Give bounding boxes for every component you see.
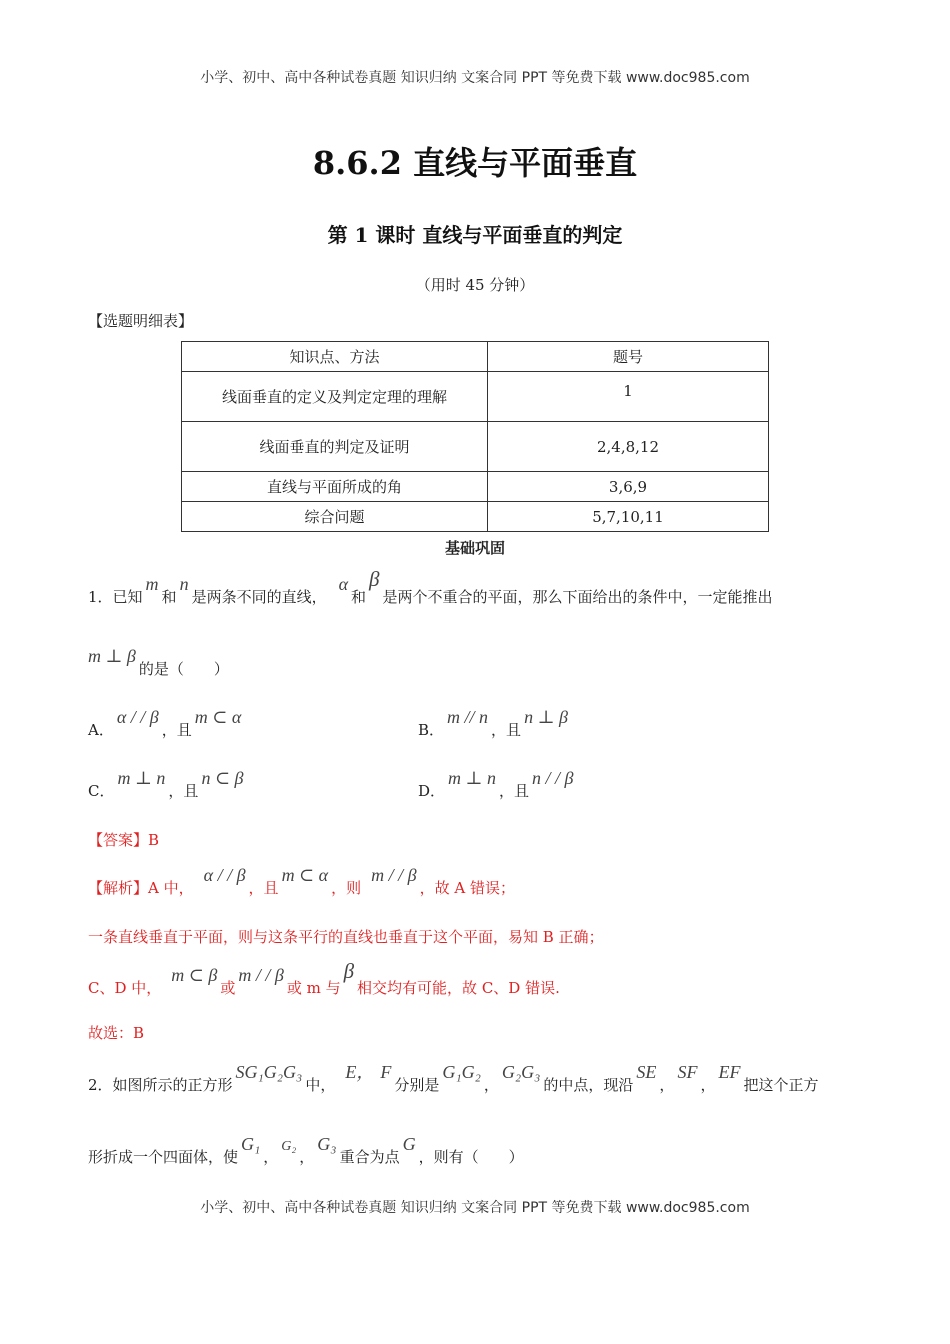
text: ， bbox=[263, 1148, 279, 1166]
table-cell: 3,6,9 bbox=[488, 472, 769, 502]
math: m ⊂ α bbox=[194, 707, 242, 727]
math: G₁G₂ bbox=[442, 1062, 481, 1082]
math: F bbox=[380, 1062, 392, 1082]
math: m ⊥ n bbox=[448, 768, 496, 788]
text: ，且 bbox=[491, 721, 522, 739]
option-a[interactable] bbox=[88, 707, 244, 740]
text: 和 bbox=[351, 588, 367, 606]
final-answer: 故选：B bbox=[88, 1024, 145, 1042]
option-c[interactable] bbox=[88, 768, 246, 801]
text: ，且 bbox=[498, 782, 529, 800]
text: ，且 bbox=[168, 782, 199, 800]
option-label: C． bbox=[88, 782, 115, 800]
text: ，则有（ ） bbox=[418, 1148, 524, 1166]
text: ， bbox=[700, 1076, 716, 1094]
math: E， bbox=[345, 1062, 375, 1082]
text: 形折成一个四面体，使 bbox=[88, 1148, 239, 1166]
math: m / / β bbox=[371, 865, 417, 885]
math: α bbox=[338, 574, 349, 594]
question-1-line-1 bbox=[88, 567, 773, 608]
text: 或 bbox=[220, 979, 236, 997]
table-cell: 线面垂直的定义及判定定理的理解 bbox=[182, 372, 488, 422]
math: G bbox=[402, 1134, 416, 1154]
page-footer: 小学、初中、高中各种试卷真题 知识归纳 文案合同 PPT 等免费下载 www.doc985.com bbox=[200, 1200, 750, 1216]
table-label: 【选题明细表】 bbox=[88, 312, 194, 330]
math: n ⊥ β bbox=[524, 707, 568, 727]
math: n / / β bbox=[531, 768, 574, 788]
option-d[interactable] bbox=[418, 768, 576, 801]
question-1-line-2 bbox=[88, 646, 229, 679]
header-cell: 知识点、方法 bbox=[182, 342, 488, 372]
math: m // n bbox=[447, 707, 489, 727]
answer: 【答案】B bbox=[88, 831, 160, 849]
time-note: （用时 45 分钟） bbox=[415, 276, 535, 294]
analysis-line-2: 一条直线垂直于平面，则与这条平行的直线也垂直于这个平面，易知 B 正确； bbox=[88, 928, 604, 946]
text: 的中点，现沿 bbox=[543, 1076, 634, 1094]
text: ， bbox=[659, 1076, 675, 1094]
table-cell: 综合问题 bbox=[182, 502, 488, 532]
math: m / / β bbox=[238, 965, 284, 985]
text: 重合为点 bbox=[339, 1148, 400, 1166]
table-cell: 线面垂直的判定及证明 bbox=[182, 422, 488, 472]
math: m ⊥ n bbox=[117, 768, 166, 788]
text: ，则 bbox=[331, 879, 362, 897]
text: ，故 A 错误； bbox=[419, 879, 515, 897]
table-cell: 2,4,8,12 bbox=[488, 422, 769, 472]
page-title: 8.6.2 直线与平面垂直 bbox=[312, 144, 638, 182]
math: α / / β bbox=[203, 865, 246, 885]
math: EF bbox=[718, 1062, 741, 1082]
option-label: A． bbox=[88, 721, 114, 739]
analysis-label: 【解析】 bbox=[88, 879, 149, 897]
text: ，且 bbox=[161, 721, 192, 739]
math: m ⊥ β bbox=[88, 646, 136, 666]
analysis-line-1 bbox=[88, 865, 515, 898]
question-2-line-2 bbox=[88, 1134, 524, 1167]
text: 是两个不重合的平面，那么下面给出的条件中，一定能推出 bbox=[382, 588, 773, 606]
text: 的是（ ） bbox=[138, 660, 229, 678]
text: ，且 bbox=[248, 879, 279, 897]
text: 或 m 与 bbox=[286, 979, 341, 997]
text: 分别是 bbox=[394, 1076, 440, 1094]
table-row bbox=[182, 472, 769, 502]
math: G₁ bbox=[241, 1134, 261, 1154]
page-header: 小学、初中、高中各种试卷真题 知识归纳 文案合同 PPT 等免费下载 www.doc985.com bbox=[200, 70, 750, 86]
math: SF bbox=[677, 1062, 698, 1082]
math: n ⊂ β bbox=[201, 768, 244, 788]
table-cell: 1 bbox=[488, 372, 769, 422]
text: ， bbox=[483, 1076, 499, 1094]
math: β bbox=[343, 959, 355, 983]
math: m ⊂ α bbox=[281, 865, 329, 885]
math: SG₁G₂G₃ bbox=[235, 1062, 303, 1082]
table-row bbox=[182, 422, 769, 472]
math: G₃ bbox=[317, 1134, 337, 1154]
math: G₂ bbox=[281, 1139, 297, 1154]
question-2-line-1 bbox=[88, 1062, 819, 1096]
option-b[interactable] bbox=[418, 707, 571, 740]
page-subtitle: 第 1 课时 直线与平面垂直的判定 bbox=[327, 223, 623, 247]
math: n bbox=[179, 574, 189, 594]
text: A 中， bbox=[148, 879, 194, 897]
math: m ⊂ β bbox=[171, 965, 218, 985]
table-cell: 5,7,10,11 bbox=[488, 502, 769, 532]
math: SE bbox=[636, 1062, 657, 1082]
text: 1．已知 bbox=[88, 588, 143, 606]
table-row bbox=[182, 502, 769, 532]
header-cell: 题号 bbox=[488, 342, 769, 372]
option-label: D． bbox=[418, 782, 446, 800]
text: 是两条不同的直线， bbox=[191, 588, 327, 606]
table-header-row bbox=[182, 342, 769, 372]
text: 中， bbox=[305, 1076, 336, 1094]
math: β bbox=[369, 567, 380, 591]
text: 2．如图所示的正方形 bbox=[88, 1076, 233, 1094]
text: 把这个正方 bbox=[743, 1076, 819, 1094]
table-cell: 直线与平面所成的角 bbox=[182, 472, 488, 502]
math: α / / β bbox=[116, 707, 159, 727]
table-row bbox=[182, 372, 769, 422]
analysis-line-3 bbox=[88, 959, 560, 999]
text: 和 bbox=[161, 588, 177, 606]
section-title: 基础巩固 bbox=[444, 539, 505, 557]
text: ， bbox=[299, 1148, 315, 1166]
math: m bbox=[145, 574, 159, 594]
topic-table bbox=[181, 341, 769, 532]
math: G₂G₃ bbox=[501, 1062, 541, 1082]
text: 相交均有可能，故 C、D 错误. bbox=[357, 979, 560, 997]
text: C、D 中， bbox=[88, 979, 162, 997]
option-label: B． bbox=[418, 721, 445, 739]
